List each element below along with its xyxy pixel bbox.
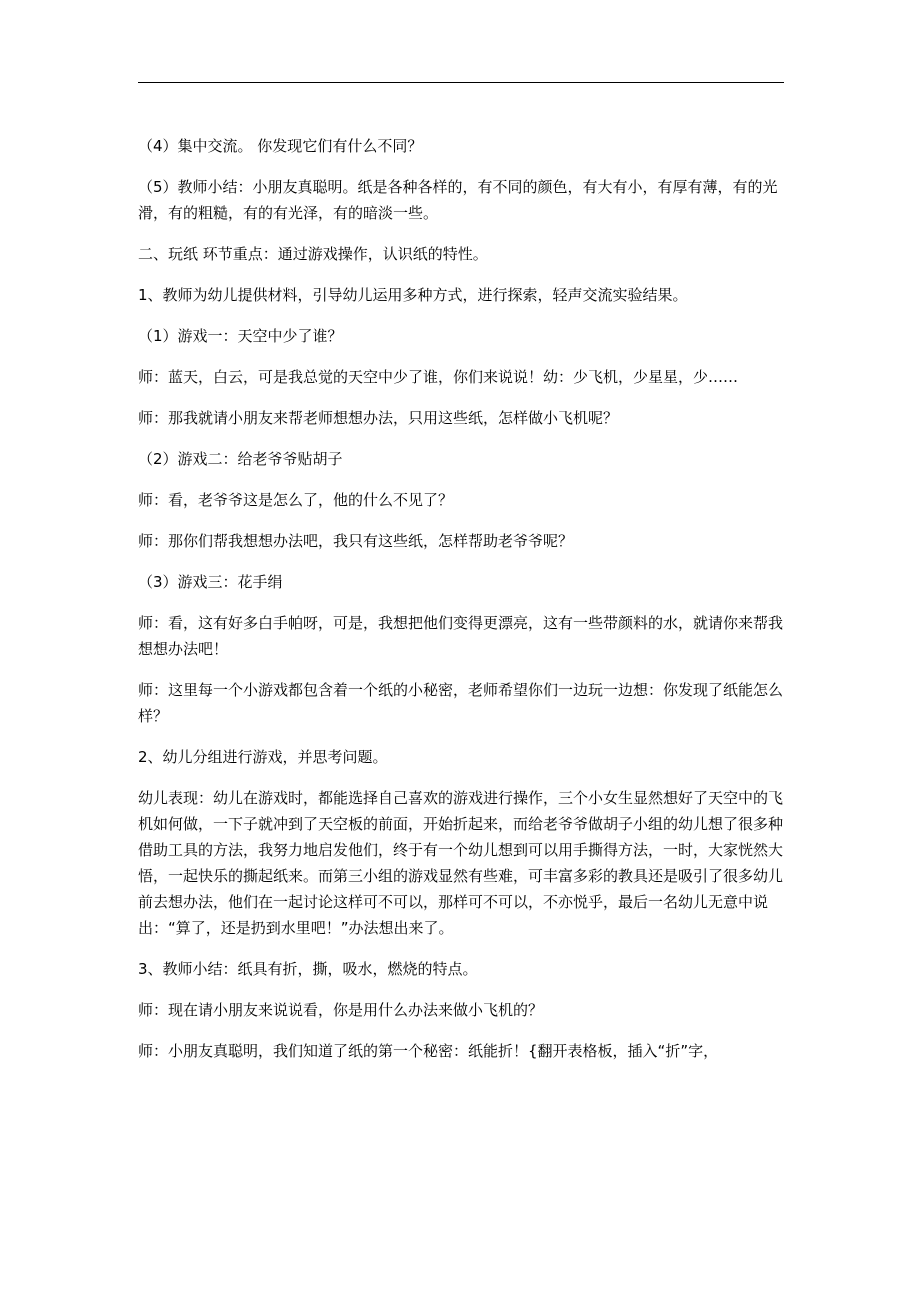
paragraph-17: 师：现在请小朋友来说说看，你是用什么办法来做小飞机的？ <box>138 1001 544 1019</box>
paragraph-4: 1、教师为幼儿提供材料，引导幼儿运用多种方式，进行探索，轻声交流实验结果。 <box>138 286 688 304</box>
paragraph-6: 师：蓝天，白云，可是我总觉的天空中少了谁，你们来说说！幼：少飞机，少星星，少…… <box>138 368 739 386</box>
step-three-heading: 3、教师小结：纸具有折，撕，吸水，燃烧的特点。 <box>138 960 478 978</box>
paragraph-1: （4）集中交流。 你发现它们有什么不同？ <box>138 137 423 155</box>
paragraph-9: 师：看，老爷爷这是怎么了，他的什么不见了？ <box>138 491 454 509</box>
game-three-heading: （3）游戏三：花手绢 <box>138 573 283 591</box>
paragraph-18: 师：小朋友真聪明，我们知道了纸的第一个秘密：纸能折！{翻开表格板，插入“折”字， <box>138 1042 719 1060</box>
paragraph-12: 师：看，这有好多白手帕呀，可是，我想把他们变得更漂亮，这有一些带颜料的水，就请你来帮我想想办法吧！ <box>138 614 784 658</box>
step-two-heading: 2、幼儿分组进行游戏，并思考问题。 <box>138 748 388 766</box>
game-one-heading: （1）游戏一：天空中少了谁？ <box>138 327 343 345</box>
paragraph-13: 师：这里每一个小游戏都包含着一个纸的小秘密，老师希望你们一边玩一边想：你发现了纸能怎么样？ <box>138 681 784 725</box>
game-two-heading: （2）游戏二：给老爷爷贴胡子 <box>138 450 343 468</box>
paragraph-2: （5）教师小结：小朋友真聪明。纸是各种各样的，有不同的颜色，有大有小，有厚有薄，有的光滑，有的粗糙，有的有光泽，有的暗淡一些。 <box>138 178 778 222</box>
section-heading: 二、玩纸 环节重点：通过游戏操作，认识纸的特性。 <box>138 245 488 263</box>
document-body <box>138 133 786 1079</box>
header-rule <box>138 82 784 83</box>
paragraph-7: 师：那我就请小朋友来帮老师想想办法，只用这些纸，怎样做小飞机呢？ <box>138 409 619 427</box>
child-performance-paragraph: 幼儿表现：幼儿在游戏时，都能选择自己喜欢的游戏进行操作，三个小女生显然想好了天空中的飞机如何做，一下子就冲到了天空板的前面，开始折起来，而给老爷爷做胡子小组的幼儿想了很多种借助工具的方法，我努力地启发他们，终于有一个幼儿想到可以用手撕得方法，一时，大家恍然大悟，一起快乐的撕起纸来。而第三小组的游戏显然有些难，可丰富多彩的教具还是吸引了很多幼儿前去想办法，他们在一起讨论这样可不可以，那样可不可以，不亦悦乎，最后一名幼儿无意中说出：“算了，还是扔到水里吧！”办法想出来了。 <box>138 789 784 937</box>
paragraph-10: 师：那你们帮我想想办法吧，我只有这些纸，怎样帮助老爷爷呢？ <box>138 532 574 550</box>
